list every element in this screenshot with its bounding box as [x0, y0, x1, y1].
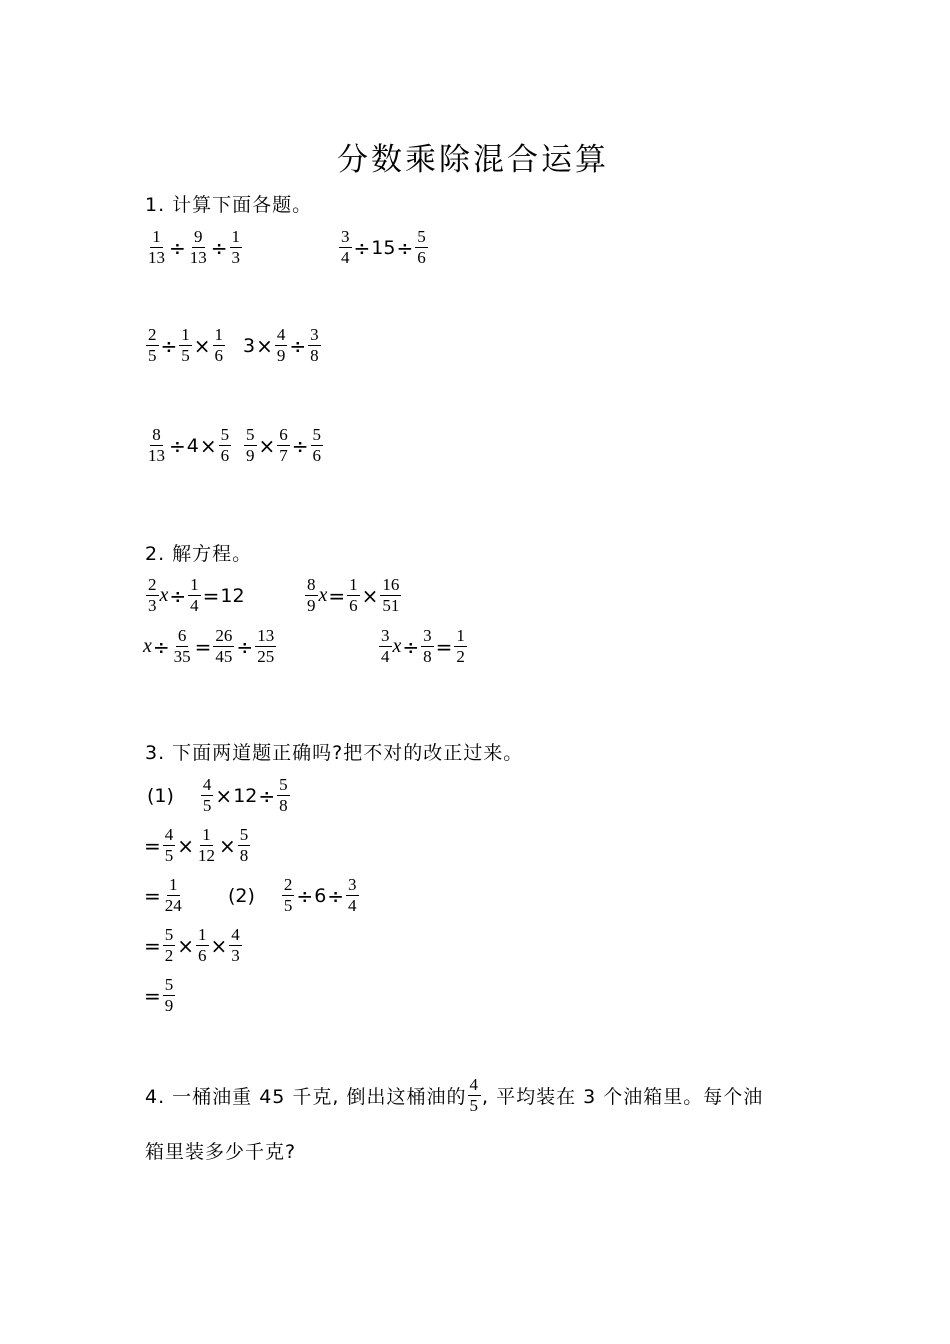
numerator: 4 — [202, 775, 212, 794]
fraction — [339, 228, 352, 267]
operator: ÷ — [210, 235, 228, 260]
numerator: 16 — [382, 575, 400, 594]
fraction — [188, 576, 201, 615]
fraction — [213, 627, 234, 666]
fraction — [146, 228, 167, 267]
numerator: 6 — [177, 626, 187, 645]
step-line — [143, 826, 251, 865]
word-problem-line-2: 箱里装多少千克? — [145, 1141, 297, 1163]
operator: = — [144, 983, 161, 1008]
section-2-heading: 2. 解方程。 — [145, 543, 253, 565]
numerator: 1 — [214, 325, 224, 344]
denominator: 8 — [423, 647, 432, 666]
denominator: 9 — [307, 596, 316, 615]
operator: × — [177, 933, 195, 958]
numerator: 1 — [152, 227, 161, 246]
step-line — [143, 926, 243, 965]
numerator: 2 — [148, 575, 157, 594]
operator: × — [215, 783, 233, 808]
denominator: 4 — [381, 647, 390, 666]
fraction — [379, 627, 392, 666]
fraction — [346, 876, 359, 915]
variable: x — [143, 635, 152, 657]
denominator: 24 — [164, 896, 182, 915]
numerator: 4 — [231, 925, 240, 944]
check-problem-1 — [147, 776, 291, 815]
denominator: 13 — [148, 446, 165, 465]
fraction — [230, 228, 243, 267]
denominator: 3 — [148, 596, 157, 615]
denominator: 6 — [417, 248, 426, 267]
operator: ÷ — [169, 235, 186, 260]
fraction — [277, 776, 290, 815]
denominator: 12 — [198, 846, 216, 865]
operator: ÷ — [152, 634, 170, 659]
fraction — [163, 926, 176, 965]
denominator: 13 — [189, 248, 207, 267]
denominator: 25 — [257, 647, 275, 666]
operator: × — [177, 833, 195, 858]
fraction — [282, 876, 295, 915]
denominator: 9 — [246, 446, 255, 465]
operator: = — [144, 833, 161, 858]
numerator: 3 — [423, 626, 432, 645]
denominator: 3 — [231, 946, 240, 965]
variable: x — [392, 635, 402, 657]
fraction — [146, 426, 167, 465]
operator: ÷ — [402, 634, 420, 659]
numerator: 3 — [348, 875, 357, 894]
denominator: 2 — [164, 946, 174, 965]
check-problem-2 — [228, 876, 360, 915]
word-problem — [145, 1076, 763, 1115]
problem-1-2 — [338, 228, 429, 267]
numerator: 5 — [220, 425, 230, 444]
numerator: 1 — [169, 875, 178, 894]
operator: × — [256, 333, 273, 358]
problem-1-4 — [243, 326, 322, 365]
problem-label: (2) — [228, 884, 255, 907]
fraction — [380, 576, 401, 615]
operator: ÷ — [291, 433, 309, 458]
denominator: 6 — [214, 346, 224, 365]
denominator: 13 — [148, 248, 165, 267]
numerator: 5 — [417, 227, 426, 246]
fraction — [163, 976, 176, 1015]
variable: x — [159, 584, 169, 606]
fraction — [179, 326, 192, 365]
operator: ÷ — [327, 883, 345, 908]
number: 6 — [314, 884, 327, 907]
equation-4 — [378, 627, 468, 666]
number: 4 — [186, 434, 199, 457]
denominator: 3 — [231, 248, 241, 267]
numerator: 5 — [164, 925, 174, 944]
numerator: 8 — [152, 425, 161, 444]
operator: ÷ — [296, 883, 314, 908]
denominator: 8 — [239, 846, 249, 865]
operator: ÷ — [289, 333, 307, 358]
fraction — [146, 576, 159, 615]
numerator: 5 — [164, 975, 174, 994]
step-line — [143, 876, 185, 915]
denominator: 5 — [164, 846, 174, 865]
numerator: 1 — [181, 325, 190, 344]
fraction — [163, 826, 176, 865]
denominator: 45 — [215, 647, 233, 666]
fraction — [163, 876, 184, 915]
denominator: 5 — [181, 346, 190, 365]
denominator: 5 — [202, 796, 212, 815]
fraction — [255, 627, 276, 666]
numerator: 4 — [164, 825, 174, 844]
fraction — [468, 1076, 482, 1115]
fraction — [347, 576, 360, 615]
operator: = — [144, 883, 161, 908]
denominator: 2 — [456, 647, 465, 666]
operator: ÷ — [169, 433, 186, 458]
denominator: 51 — [382, 596, 400, 615]
fraction — [188, 228, 209, 267]
numerator: 1 — [202, 825, 211, 844]
numerator: 5 — [239, 825, 249, 844]
equation-2 — [304, 576, 402, 615]
numerator: 3 — [310, 325, 319, 344]
fraction — [201, 776, 214, 815]
equation-3 — [143, 627, 277, 666]
denominator: 6 — [312, 446, 322, 465]
numerator: 8 — [307, 575, 316, 594]
problem-1-1 — [145, 228, 243, 267]
numerator: 1 — [231, 227, 241, 246]
denominator: 7 — [279, 446, 288, 465]
denominator: 9 — [276, 346, 286, 365]
operator: = — [194, 634, 212, 659]
operator: ÷ — [353, 235, 371, 260]
fraction — [454, 627, 467, 666]
fraction — [238, 826, 251, 865]
fraction — [219, 426, 232, 465]
denominator: 35 — [173, 647, 191, 666]
fraction — [213, 326, 226, 365]
fraction — [421, 627, 434, 666]
fraction — [196, 826, 217, 865]
fraction — [308, 326, 321, 365]
operator: = — [202, 583, 220, 608]
numerator: 1 — [349, 575, 358, 594]
operator: = — [435, 634, 453, 659]
denominator: 5 — [469, 1096, 480, 1115]
step-line — [143, 976, 176, 1015]
operator: × — [210, 933, 228, 958]
denominator: 4 — [190, 596, 199, 615]
fraction — [172, 627, 193, 666]
operator: × — [219, 833, 236, 858]
numerator: 5 — [246, 425, 255, 444]
operator: ÷ — [396, 235, 414, 260]
operator: × — [258, 433, 276, 458]
fraction — [275, 326, 288, 365]
fraction — [196, 926, 209, 965]
numerator: 1 — [456, 626, 465, 645]
fraction — [415, 228, 428, 267]
denominator: 4 — [341, 248, 350, 267]
numerator: 6 — [279, 425, 288, 444]
variable: x — [318, 584, 328, 606]
operator: ÷ — [258, 783, 276, 808]
word-problem-text: 4. 一桶油重 45 千克, 倒出这桶油的 — [145, 1086, 467, 1108]
number: 15 — [371, 236, 396, 259]
denominator: 5 — [283, 896, 293, 915]
section-1-heading: 1. 计算下面各题。 — [145, 194, 313, 216]
denominator: 8 — [279, 796, 288, 815]
numerator: 26 — [215, 626, 233, 645]
denominator: 6 — [349, 596, 358, 615]
numerator: 2 — [283, 875, 293, 894]
numerator: 1 — [198, 925, 207, 944]
fraction — [244, 426, 257, 465]
number: 12 — [220, 584, 245, 607]
equation-1 — [145, 576, 245, 615]
problem-1-6 — [243, 426, 324, 465]
fraction — [305, 576, 318, 615]
word-problem-text: , 平均装在 3 个油箱里。每个油 — [482, 1086, 764, 1108]
denominator: 9 — [164, 996, 174, 1015]
number: 12 — [233, 784, 258, 807]
numerator: 5 — [312, 425, 322, 444]
operator: ÷ — [160, 333, 178, 358]
denominator: 6 — [198, 946, 207, 965]
operator: × — [199, 433, 217, 458]
fraction — [277, 426, 290, 465]
denominator: 5 — [148, 346, 157, 365]
denominator: 6 — [220, 446, 230, 465]
fraction — [229, 926, 242, 965]
problem-label: (1) — [147, 784, 174, 807]
page-title: 分数乘除混合运算 — [337, 142, 609, 178]
operator: ÷ — [169, 583, 187, 608]
fraction — [311, 426, 324, 465]
operator: × — [193, 333, 211, 358]
operator: = — [328, 583, 346, 608]
numerator: 3 — [341, 227, 350, 246]
numerator: 1 — [190, 575, 199, 594]
operator: = — [144, 933, 161, 958]
operator: × — [361, 583, 379, 608]
problem-1-3 — [145, 326, 226, 365]
numerator: 5 — [279, 775, 288, 794]
operator: ÷ — [236, 634, 254, 659]
number: 3 — [243, 334, 256, 357]
problem-1-5 — [145, 426, 232, 465]
numerator: 4 — [276, 325, 286, 344]
numerator: 2 — [148, 325, 157, 344]
numerator: 9 — [194, 227, 203, 246]
numerator: 13 — [257, 626, 275, 645]
denominator: 8 — [310, 346, 319, 365]
numerator: 4 — [469, 1075, 480, 1094]
numerator: 3 — [381, 626, 390, 645]
denominator: 4 — [348, 896, 357, 915]
fraction — [146, 326, 159, 365]
section-3-heading: 3. 下面两道题正确吗?把不对的改正过来。 — [145, 742, 524, 764]
